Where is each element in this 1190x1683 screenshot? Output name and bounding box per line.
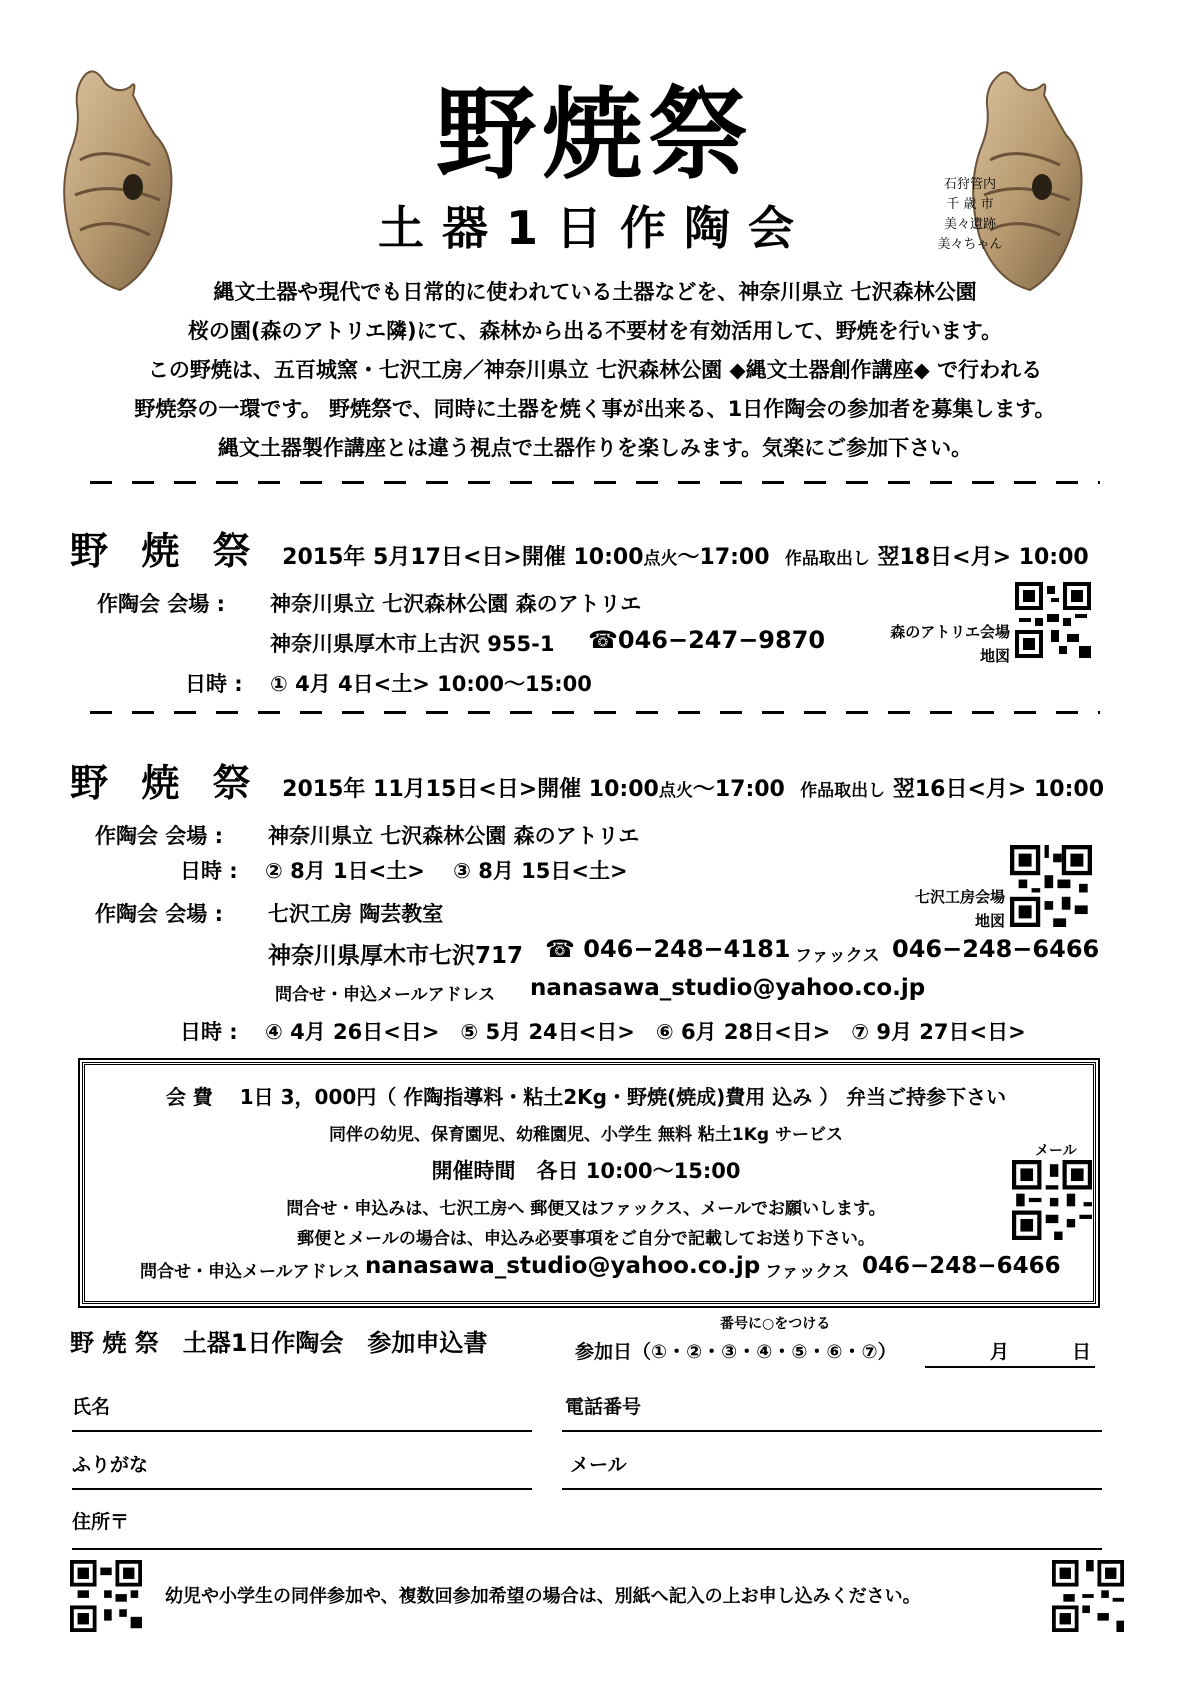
event1-title: 野 焼 祭 xyxy=(70,529,261,573)
hours-line: 開催時間 各日 10:00〜15:00 xyxy=(431,1159,741,1183)
mail-label: メール xyxy=(570,1454,627,1476)
event2-header xyxy=(70,752,1104,807)
qr-code-footer-left[interactable] xyxy=(70,1560,142,1632)
intro-line: 野焼祭の一環です。 野焼祭で、同時に土器を焼く事が出来る、1日作陶会の参加者を募集します。 xyxy=(134,397,1056,421)
event1-venue: 神奈川県立 七沢森林公園 森のアトリエ xyxy=(270,592,642,616)
intro-line: 桜の園(森のアトリエ隣)にて、森林から出る不要材を有効活用して、野焼を行います。 xyxy=(187,319,1003,343)
form-circle-note: 番号に○をつける xyxy=(720,1316,831,1332)
event1-datetime-label: 日時 : xyxy=(185,672,243,696)
event2-mail-label: 問合せ・申込メールアドレス xyxy=(275,985,496,1005)
event2-fax: 046−248−6466 xyxy=(892,935,1100,963)
phone-field[interactable] xyxy=(562,1430,1102,1432)
form-day: 日 xyxy=(1072,1341,1092,1363)
fee-line: 会 費 1日 3，000円（ 作陶指導料・粘土2Kg・野焼(焼成)費用 込み ） 弁当ご持参下さい xyxy=(165,1085,1007,1109)
event2-end: 〜17:00 xyxy=(692,777,785,802)
intro-line: 縄文土器や現代でも日常的に使われている土器などを、神奈川県立 七沢森林公園 xyxy=(213,280,977,304)
form-month: 月 xyxy=(990,1341,1010,1363)
page-title: 野焼祭 xyxy=(436,76,754,193)
map-note-line: 七沢工房会場 xyxy=(914,888,1005,906)
form-date-label: 参加日（①・②・③・④・⑤・⑥・⑦） xyxy=(575,1341,897,1363)
event1-date: 2015年 5月17日<日>開催 10:00 xyxy=(282,545,644,570)
event2-map-note xyxy=(855,885,1005,933)
mail-instruction-line: 郵便とメールの場合は、申込み必要事項をご自分で記載してお送り下さい。 xyxy=(297,1229,875,1249)
contact-line: 問合せ・申込みは、七沢工房へ 郵便又はファックス、メールでお願いします。 xyxy=(286,1199,886,1219)
event1-datetime: ① 4月 4日<土> 10:00〜15:00 xyxy=(270,672,592,696)
event1-ignite: 点火 xyxy=(643,549,678,569)
event2-phone2: ☎ 046−248−4181 xyxy=(545,935,791,963)
dashed-divider xyxy=(90,711,1100,714)
event2-datetime-label: 日時 : xyxy=(180,859,238,883)
name-label: 氏名 xyxy=(72,1396,111,1418)
event2-datetime: ② 8月 1日<土> ③ 8月 15日<土> xyxy=(265,859,628,883)
event2-datetime2: ④ 4月 26日<日> ⑤ 5月 24日<日> ⑥ 6月 28日<日> ⑦ 9月 27日<日> xyxy=(265,1020,1026,1044)
footer-note: 幼児や小学生の同伴参加や、複数回参加希望の場合は、別紙へ記入の上お申し込みください。 xyxy=(165,1586,921,1607)
event1-header xyxy=(70,520,1089,575)
address-field[interactable] xyxy=(72,1548,1102,1550)
event2-address2: 神奈川県厚木市七沢717 xyxy=(268,943,524,969)
furigana-label: ふりがな xyxy=(72,1454,149,1476)
map-note-line: 地図 xyxy=(974,912,1005,930)
caption-line: 石狩管内 xyxy=(943,177,996,192)
event2-title: 野 焼 祭 xyxy=(70,761,261,805)
event2-venue2: 七沢工房 陶芸教室 xyxy=(268,902,444,926)
event1-phone: ☎046−247−9870 xyxy=(588,626,826,654)
event2-venue-label: 作陶会 会場 : xyxy=(95,824,224,848)
qr-code-mail[interactable] xyxy=(1012,1160,1092,1240)
furigana-field[interactable] xyxy=(72,1488,532,1490)
fee-fax-label: ファックス xyxy=(765,1262,850,1282)
fee-mail-label: 問合せ・申込メールアドレス xyxy=(140,1262,361,1282)
date-underline[interactable] xyxy=(925,1366,1095,1368)
mail-field[interactable] xyxy=(562,1488,1102,1490)
intro-line: この野焼は、五百城窯・七沢工房／神奈川県立 七沢森林公園 ◆縄文土器創作講座◆ で行われる xyxy=(147,358,1043,382)
event2-datetime2-label: 日時 : xyxy=(180,1020,238,1044)
event2-pickup: 翌16日<月> 10:00 xyxy=(892,777,1105,802)
event1-venue-label: 作陶会 会場 : xyxy=(97,592,226,616)
caption-line: 美々ちゃん xyxy=(937,237,1003,252)
event2-venue: 神奈川県立 七沢森林公園 森のアトリエ xyxy=(268,824,640,848)
qr-code-map-atelier[interactable] xyxy=(1015,582,1091,658)
fee-fax: 046−248−6466 xyxy=(862,1253,1061,1279)
map-note-line: 地図 xyxy=(979,647,1010,665)
caption-line: 美々遺跡 xyxy=(943,217,996,232)
address-label: 住所〒 xyxy=(72,1511,130,1533)
map-note-line: 森のアトリエ会場 xyxy=(890,623,1010,641)
free-children-line: 同伴の幼児、保育園児、幼稚園児、小学生 無料 粘土1Kg サービス xyxy=(329,1125,843,1145)
event1-map-note xyxy=(860,620,1010,668)
name-field[interactable] xyxy=(72,1430,532,1432)
event2-ignite: 点火 xyxy=(658,781,693,801)
intro-text xyxy=(60,273,1130,468)
event1-end: 〜17:00 xyxy=(677,545,770,570)
event2-pickup-label: 作品取出し xyxy=(800,781,886,801)
phone-label: 電話番号 xyxy=(565,1396,642,1418)
intro-line: 縄文土器製作講座とは違う視点で土器作りを楽しみます。気楽にご参加下さい。 xyxy=(217,436,973,460)
event1-pickup-label: 作品取出し xyxy=(784,549,870,569)
qr-code-map-studio[interactable] xyxy=(1010,845,1092,927)
dashed-divider xyxy=(90,481,1100,484)
event2-date: 2015年 11月15日<日>開催 10:00 xyxy=(282,777,659,802)
mail-qr-label: メール xyxy=(1035,1143,1077,1159)
page-subtitle: 土器1日作陶会 xyxy=(377,201,812,255)
event2-mail[interactable]: nanasawa_studio@yahoo.co.jp xyxy=(530,975,926,1001)
event1-address: 神奈川県厚木市上古沢 955-1 xyxy=(270,632,555,656)
event2-fax-label: ファックス xyxy=(795,946,880,966)
form-title: 野 焼 祭 土器1日作陶会 参加申込書 xyxy=(70,1329,488,1357)
qr-code-footer-right[interactable] xyxy=(1052,1560,1124,1632)
event2-venue2-label: 作陶会 会場 : xyxy=(95,902,224,926)
fee-mail[interactable]: nanasawa_studio@yahoo.co.jp xyxy=(365,1253,761,1279)
event1-pickup: 翌18日<月> 10:00 xyxy=(877,545,1089,570)
caption-line: 千 歳 市 xyxy=(946,197,994,212)
